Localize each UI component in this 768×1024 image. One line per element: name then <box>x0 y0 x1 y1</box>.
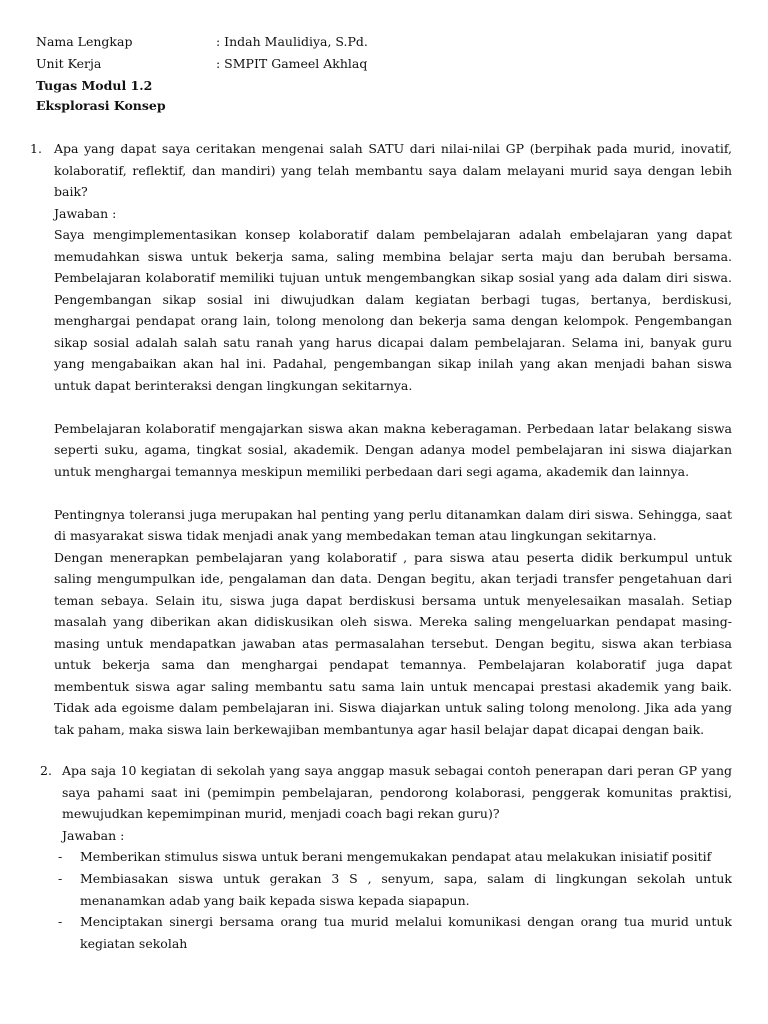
module-title: Tugas Modul 1.2 <box>36 78 153 93</box>
list-item <box>58 846 732 868</box>
question-1-answer-label: Jawaban : <box>54 205 117 221</box>
bullet-dash: - <box>58 914 63 929</box>
question-2-block <box>62 760 732 846</box>
list-item <box>58 911 732 955</box>
question-1-text: Apa yang dapat saya ceritakan mengenai salah SATU dari nilai-nilai GP (berpihak pada murid, inovatif, kolaboratif, reflektif, dan mandiri) yang telah membantu saya dalam melayani murid saya dengan lebih baik? <box>54 141 732 199</box>
section-title: Eksplorasi Konsep <box>36 98 166 113</box>
bullet-dash: - <box>58 871 63 886</box>
name-row <box>36 34 368 50</box>
bullet-text: Memberikan stimulus siswa untuk berani mengemukakan pendapat atau melakukan inisiatif positif <box>80 849 712 864</box>
question-1-paragraph-4: Dengan menerapkan pembelajaran yang kolaboratif , para siswa atau peserta didik berkumpul untuk saling mengumpulkan ide, pengalaman dan data. Dengan begitu, akan terjadi transfer pengetahuan dari teman sebaya. Selain itu, siswa juga dapat berdiskusi bersama untuk menyelesaikan masalah. Setiap masalah yang diberikan akan didiskusikan oleh siswa. Mereka saling mengeluarkan pendapat masing-masing untuk mendapatkan jawaban atas permasalahan tersebut. Dengan begitu, siswa akan terbiasa untuk bekerja sama dan menghargai pendapat temannya. Pembelajaran kolaboratif juga dapat membentuk siswa agar saling membantu satu sama lain untuk mencapai prestasi akademik yang baik. Tidak ada egoisme dalam pembelajaran ini. Siswa diajarkan untuk saling tolong menolong. Jika ada yang tak paham, maka siswa lain berkewajiban membantunya agar hasil belajar dapat dicapai dengan baik. <box>54 549 732 737</box>
question-2-answer-label: Jawaban : <box>62 827 125 843</box>
question-1-number: 1. <box>30 141 42 156</box>
bullet-dash: - <box>58 849 63 864</box>
question-1-paragraph-1: Saya mengimplementasikan konsep kolaboratif dalam pembelajaran adalah embelajaran yang dapat memudahkan siswa untuk bekerja sama, saling membina belajar serta maju dan berubah bersama. Pembelajaran kolaboratif memiliki tujuan untuk mengembangkan sikap sosial yang ada dalam diri siswa. Pengembangan sikap sosial ini diwujudkan dalam kegiatan berbagi tugas, bertanya, berdiskusi, menghargai pendapat orang lain, tolong menolong dan bekerja sama dengan kelompok. Pengembangan sikap sosial adalah salah satu ranah yang harus dicapai dalam pembelajaran. Selama ini, banyak guru yang mengabaikan akan hal ini. Padahal, pengembangan sikap inilah yang akan menjadi bahan siswa untuk dapat berinteraksi dengan lingkungan sekitarnya. <box>54 227 732 393</box>
question-1-paragraph-3: Pentingnya toleransi juga merupakan hal penting yang perlu ditanamkan dalam diri siswa. Sehingga, saat di masyarakat siswa tidak menjadi anak yang membedakan teman atau lingkungan sekitarnya. <box>54 506 732 543</box>
name-value: : Indah Maulidiya, S.Pd. <box>216 34 368 49</box>
bullet-text: Menciptakan sinergi bersama orang tua murid melalui komunikasi dengan orang tua murid untuk kegiatan sekolah <box>80 914 732 951</box>
bullet-text: Membiasakan siswa untuk gerakan 3 S , senyum, sapa, salam di lingkungan sekolah untuk menanamkan adab yang baik kepada siswa kepada siapapun. <box>80 871 732 908</box>
unit-value: : SMPIT Gameel Akhlaq <box>216 56 368 71</box>
question-2-text: Apa saja 10 kegiatan di sekolah yang saya anggap masuk sebagai contoh penerapan dari peran GP yang saya pahami saat ini (pemimpin pembelajaran, pendorong kolaborasi, penggerak komunitas praktisi, mewujudkan kepemimpinan murid, menjadi coach bagi rekan guru)? <box>62 763 732 821</box>
unit-row <box>36 56 367 72</box>
unit-label: Unit Kerja <box>36 56 102 71</box>
list-item <box>58 868 732 912</box>
name-label: Nama Lengkap <box>36 34 133 49</box>
question-2-number: 2. <box>40 763 52 778</box>
question-1-paragraph-2: Pembelajaran kolaboratif mengajarkan siswa akan makna keberagaman. Perbedaan latar belakang siswa seperti suku, agama, tingkat sosial, akademik. Dengan adanya model pembelajaran ini siswa diajarkan untuk menghargai temannya meskipun memiliki perbedaan dari segi agama, akademik dan lainnya. <box>54 420 732 479</box>
question-1-block <box>54 138 732 740</box>
